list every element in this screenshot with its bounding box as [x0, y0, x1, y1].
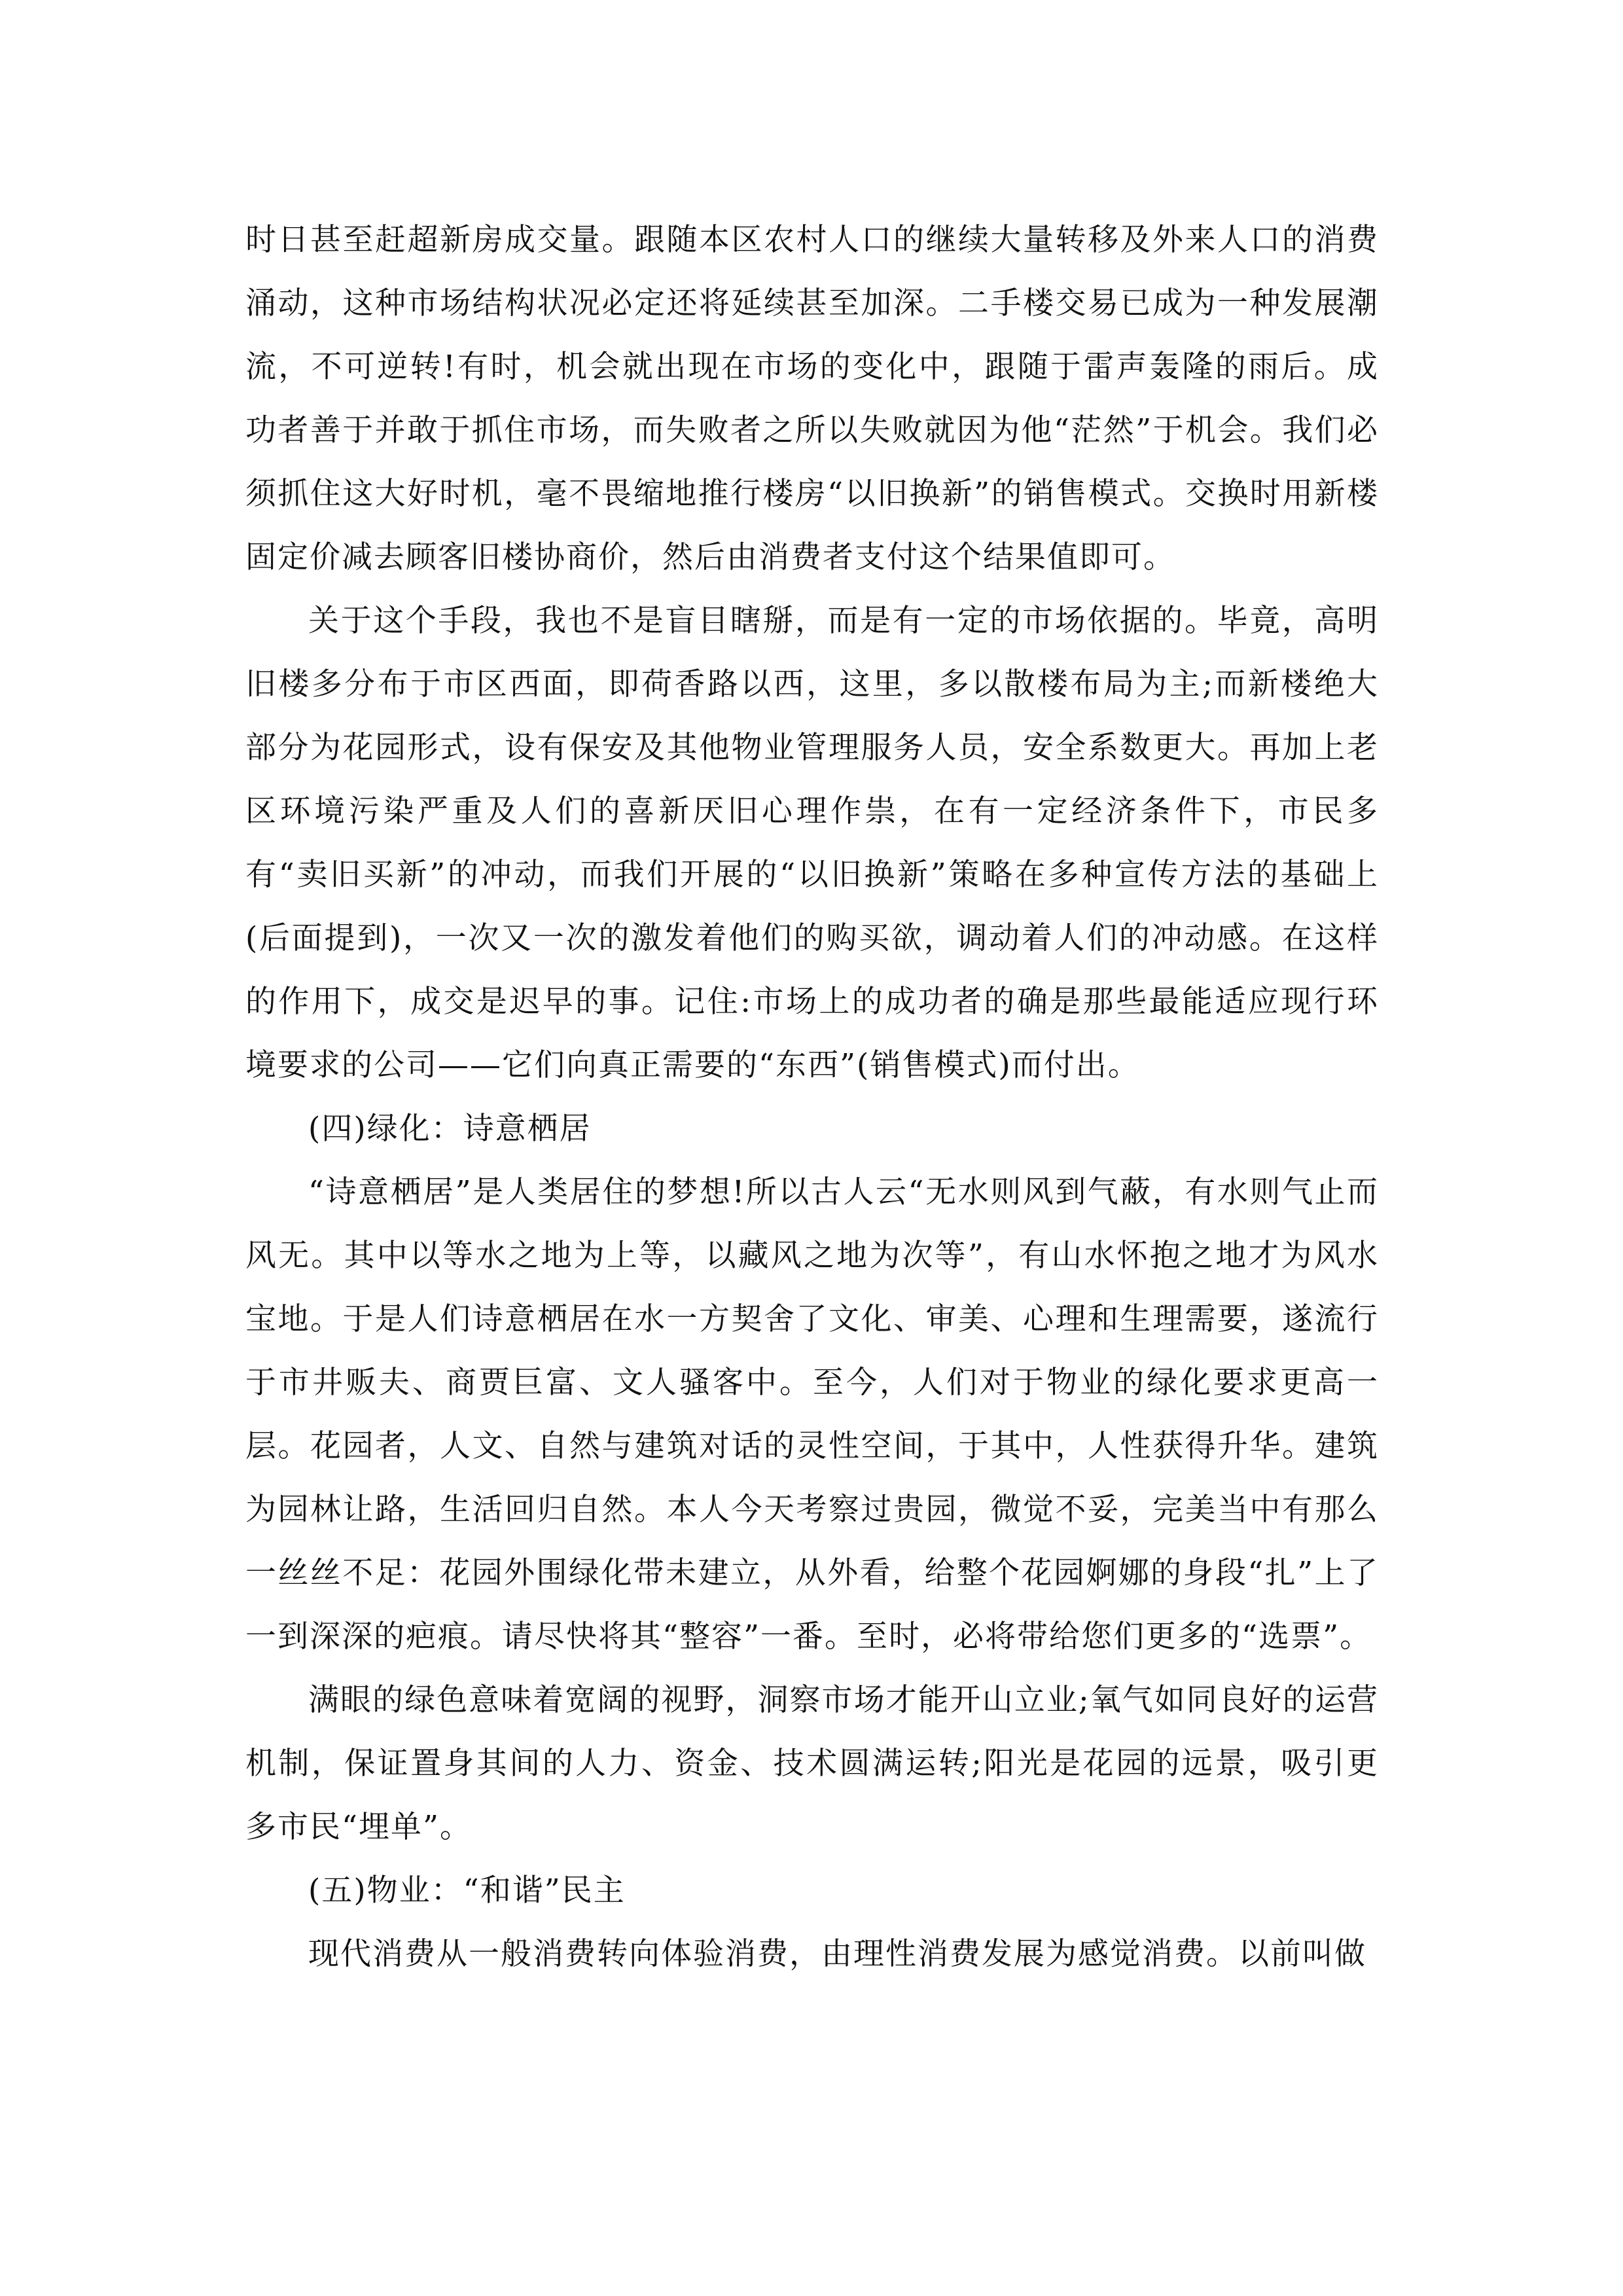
paragraph-poetic-dwelling: “诗意栖居”是人类居住的梦想!所以古人云“无水则风到气蔽，有水则气止而风无。其中以等水之地为上等，以藏风之地为次等”，有山水怀抱之地才为风水宝地。于是人们诗意栖居在水一方契舍了文化、审美、心理和生理需要，遂流行于市井贩夫、商贾巨富、文人骚客中。至今，人们对于物业的绿化要求更高一层。花园者，人文、自然与建筑对话的灵性空间，于其中，人性获得升华。建筑为园林让路，生活回归自然。本人今天考察过贵园，微觉不妥，完美当中有那么一丝丝不足：花园外围绿化带未建立，从外看，给整个花园婀娜的身段“扎”上了一到深深的疤痕。请尽快将其“整容”一番。至时，必将带给您们更多的“选票”。: [245, 1174, 1379, 1655]
document-body: [245, 208, 1379, 1986]
paragraph-continuation: 时日甚至赶超新房成交量。跟随本区农村人口的继续大量转移及外来人口的消费涌动，这种市场结构状况必定还将延续甚至加深。二手楼交易已成为一种发展潮流，不可逆转!有时，机会就出现在市场的变化中，跟随于雷声轰隆的雨后。成功者善于并敢于抓住市场，而失败者之所以失败就因为他“茫然”于机会。我们必须抓住这大好时机，毫不畏缩地推行楼房“以旧换新”的销售模式。交换时用新楼固定价减去顾客旧楼协商价，然后由消费者支付这个结果值即可。: [245, 222, 1379, 575]
paragraph-modern-consumption: 现代消费从一般消费转向体验消费，由理性消费发展为感觉消费。以前叫做: [308, 1936, 1366, 1972]
section-heading-property: (五)物业：“和谐”民主: [308, 1873, 626, 1909]
section-heading-greening: (四)绿化：诗意栖居: [308, 1111, 592, 1147]
paragraph-trade-in-rationale: 关于这个手段，我也不是盲目瞎掰，而是有一定的市场依据的。毕竟，高明旧楼多分布于市区西面，即荷香路以西，这里，多以散楼布局为主;而新楼绝大部分为花园形式，设有保安及其他物业管理服务人员，安全系数更大。再加上老区环境污染严重及人们的喜新厌旧心理作祟，在有一定经济条件下，市民多有“卖旧买新”的冲动，而我们开展的“以旧换新”策略在多种宣传方法的基础上(后面提到)，一次又一次的激发着他们的购买欲，调动着人们的冲动感。在这样的作用下，成交是迟早的事。记住:市场上的成功者的确是那些最能适应现行环境要求的公司——它们向真正需要的“东西”(销售模式)而付出。: [245, 603, 1379, 1083]
paragraph-green-vision: 满眼的绿色意味着宽阔的视野，洞察市场才能开山立业;氧气如同良好的运营机制，保证置身其间的人力、资金、技术圆满运转;阳光是花园的远景，吸引更多市民“埋单”。: [245, 1682, 1379, 1845]
